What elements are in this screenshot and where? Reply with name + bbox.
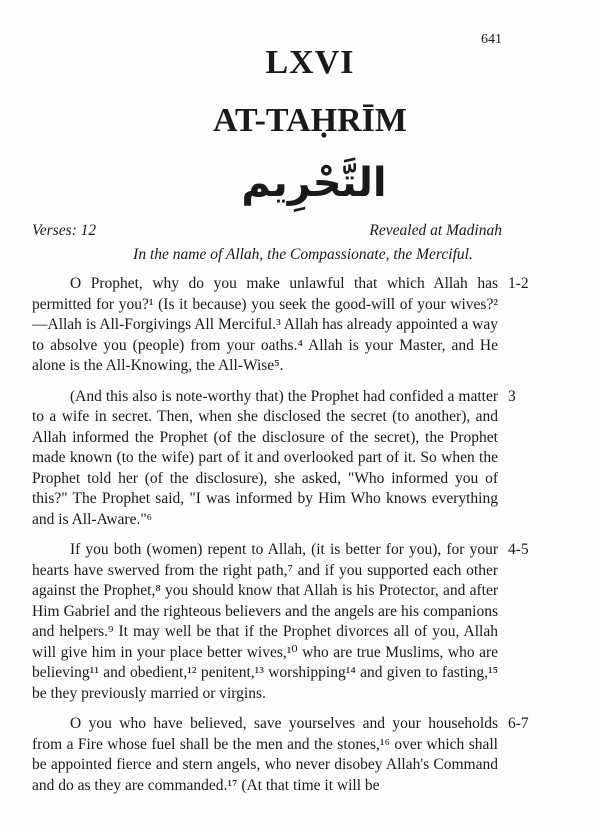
- surah-name: AT-TAḤRĪM: [213, 102, 407, 139]
- paragraph: [32, 274, 529, 377]
- paragraph: [32, 540, 529, 704]
- verse-reference: 3: [508, 387, 516, 405]
- surah-meta: [32, 222, 502, 240]
- paragraph-text: If you both (women) repent to Allah, (it is better for you), for your hearts have swerved from the right path,⁷ and if you supported each other against the Prophet,⁸ you should know that Allah is his Protector, and after Him Gabriel and the righteous believers and the angels are his companions and helpers.⁹ It may well be that if the Prophet divorces all of you, Allah will give him in your place better wives,¹⁰ who are true Muslims, who are believing¹¹ and obedient,¹² penitent,¹³ worshipping¹⁴ and given to fasting,¹⁵ be they previously married or virgins.: [32, 541, 498, 702]
- verse-reference: 6-7: [508, 715, 529, 732]
- page-number: 641: [481, 32, 502, 47]
- verse-reference: 4-5: [508, 541, 529, 558]
- paragraph-text: O Prophet, why do you make unlawful that which Allah has permitted for you?¹ (Is it because) you seek the good-will of your wives?²—Allah is All-Forgivings All Merciful.³ Allah has already appointed a way to absolve you (people) from your oaths.⁴ Allah is your Master, and He alone is the All-Knowing, the All-Wise⁵.: [32, 275, 498, 374]
- revelation-place: Revealed at Madinah: [369, 222, 502, 239]
- paragraph: [32, 387, 516, 531]
- paragraph: [32, 714, 529, 796]
- paragraph-text: (And this also is note-worthy that) the Prophet had confided a matter to a wife in secret. Then, when she disclosed the secret (to another), and Allah informed the Prophet (of the disclosure of the secret), the Prophet made known (to the wife) part of it and overlooked part of it. So when the Prophet told her (of the disclosure), she asked, "Who informed you of this?" The Prophet said, "I was informed by Him Who knows everything and is All-Aware."⁶: [32, 387, 498, 528]
- translation-body: [32, 274, 529, 806]
- verse-reference: 1-2: [508, 275, 529, 292]
- arabic-title: التَّحْرِيم: [241, 160, 387, 206]
- invocation: In the name of Allah, the Compassionate, the Merciful.: [133, 246, 473, 263]
- paragraph-text: O you who have believed, save yourselves and your households from a Fire whose fuel shall be the men and the stones,¹⁶ over which shall be appointed fierce and stern angels, who never disobey Allah's Command and do as they are commanded.¹⁷ (At that time it will be: [32, 715, 498, 794]
- surah-number: LXVI: [265, 44, 355, 81]
- verse-count: Verses: 12: [32, 222, 97, 239]
